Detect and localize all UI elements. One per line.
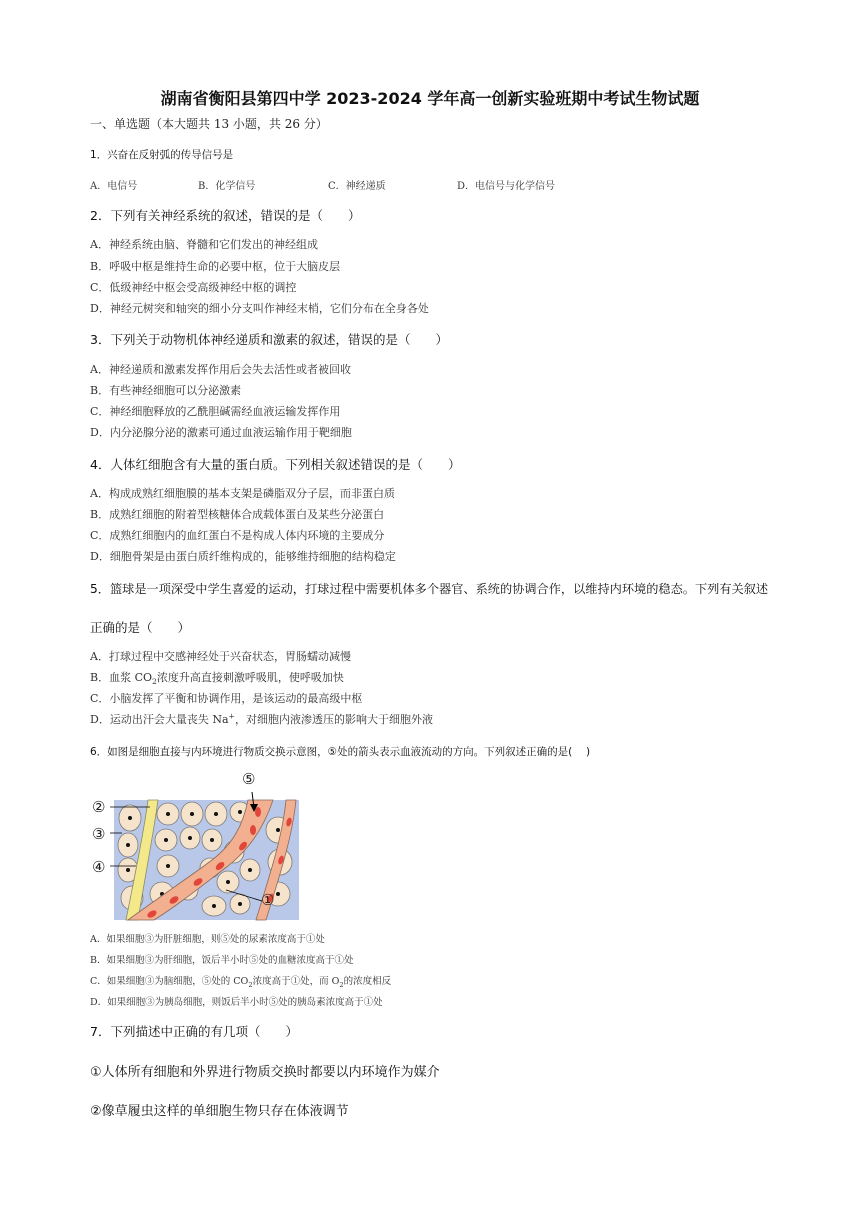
question-5-stem-line2: 正确的是（ ）: [90, 620, 191, 635]
question-1-option-c: C．神经递质: [328, 181, 386, 192]
question-1-option-d: D．电信号与化学信号: [457, 181, 556, 192]
co2-subscript: 2: [248, 980, 253, 989]
option-c-text-2: 浓度高于①处，而 O: [252, 976, 340, 987]
question-6-stem: 6．如图是细胞直接与内环境进行物质交换示意图，⑤处的箭头表示血液流动的方向。下列叙述正确的是( ): [90, 746, 591, 758]
question-2-stem: 2．下列有关神经系统的叙述，错误的是（ ）: [90, 208, 361, 223]
o2-subscript: 2: [339, 980, 344, 989]
exam-title: 湖南省衡阳县第四中学 2023-2024 学年高一创新实验班期中考试生物试题: [160, 89, 700, 108]
question-6-option-a: A．如果细胞③为肝脏细胞，则⑤处的尿素浓度高于①处: [90, 934, 325, 945]
option-b-text-1: B．血浆 CO: [90, 671, 153, 684]
question-1-stem: 1．兴奋在反射弧的传导信号是: [90, 149, 234, 161]
question-4-stem: 4．人体红细胞含有大量的蛋白质。下列相关叙述错误的是（ ）: [90, 457, 461, 472]
question-2-option-c: C．低级神经中枢会受高级神经中枢的调控: [90, 281, 297, 294]
question-7-item-2: ②像草履虫这样的单细胞生物只存在体液调节: [90, 1104, 349, 1119]
question-4-option-a: A．构成成熟红细胞膜的基本支架是磷脂双分子层，而非蛋白质: [90, 487, 395, 500]
question-6-option-c: [90, 973, 391, 989]
question-6-option-b: B．如果细胞③为肝细胞，饭后半小时⑤处的血糖浓度高于①处: [90, 955, 354, 966]
label-5: ⑤: [242, 770, 256, 788]
option-d-text-1: D．运动出汗会大量丧失 Na: [90, 713, 229, 726]
question-2-option-d: D．神经元树突和轴突的细小分支叫作神经末梢，它们分布在全身各处: [90, 302, 429, 315]
label-1: ①: [261, 891, 275, 909]
question-1-option-a: A．电信号: [90, 181, 138, 192]
question-3-option-a: A．神经递质和激素发挥作用后会失去活性或者被回收: [90, 363, 351, 376]
question-7-item-1: ①人体所有细胞和外界进行物质交换时都要以内环境作为媒介: [90, 1065, 440, 1080]
option-b-text-2: 浓度升高直接刺激呼吸肌，使呼吸加快: [156, 671, 344, 684]
question-4-option-d: D．细胞骨架是由蛋白质纤维构成的，能够维持细胞的结构稳定: [90, 550, 396, 563]
label-3: ③: [92, 825, 106, 843]
question-4-option-c: C．成熟红细胞内的血红蛋白不是构成人体内环境的主要成分: [90, 529, 385, 542]
question-3-option-d: D．内分泌腺分泌的激素可通过血液运输作用于靶细胞: [90, 426, 352, 439]
question-4-option-b: B．成熟红细胞的附着型核糖体合成载体蛋白及某些分泌蛋白: [90, 508, 385, 521]
label-4: ④: [92, 858, 106, 876]
tissue-exchange-diagram: [88, 770, 303, 922]
question-5-stem-line1: 5．篮球是一项深受中学生喜爱的运动，打球过程中需要机体多个器官、系统的协调合作，以维持内环境的稳态。下列有关叙述: [90, 582, 769, 596]
co2-subscript: 2: [152, 677, 157, 687]
question-1-option-b: B．化学信号: [198, 181, 256, 192]
question-7-stem: 7．下列描述中正确的有几项（ ）: [90, 1024, 298, 1039]
question-2-option-b: B．呼吸中枢是维持生命的必要中枢，位于大脑皮层: [90, 260, 341, 273]
option-c-text-3: 的浓度相反: [343, 976, 392, 987]
option-d-text-2: ，对细胞内液渗透压的影响大于细胞外液: [234, 713, 433, 726]
question-5-option-a: A．打球过程中交感神经处于兴奋状态，胃肠蠕动减慢: [90, 650, 351, 663]
question-3-option-c: C．神经细胞释放的乙酰胆碱需经血液运输发挥作用: [90, 405, 341, 418]
question-6-option-d: D．如果细胞③为胰岛细胞，则饭后半小时⑤处的胰岛素浓度高于①处: [90, 997, 383, 1008]
question-3-stem: 3．下列关于动物机体神经递质和激素的叙述，错误的是（ ）: [90, 332, 448, 347]
question-5-option-b: [90, 669, 344, 686]
label-2: ②: [92, 798, 106, 816]
option-c-text-1: C．如果细胞③为脑细胞，⑤处的 CO: [90, 976, 249, 987]
question-3-option-b: B．有些神经细胞可以分泌激素: [90, 384, 242, 397]
na-superscript: +: [228, 711, 235, 721]
question-5-option-c: C．小脑发挥了平衡和协调作用，是该运动的最高级中枢: [90, 692, 363, 705]
question-5-option-d: [90, 711, 433, 727]
question-2-option-a: A．神经系统由脑、脊髓和它们发出的神经组成: [90, 238, 318, 251]
section-heading: 一、单选题（本大题共 13 小题，共 26 分）: [90, 117, 328, 131]
